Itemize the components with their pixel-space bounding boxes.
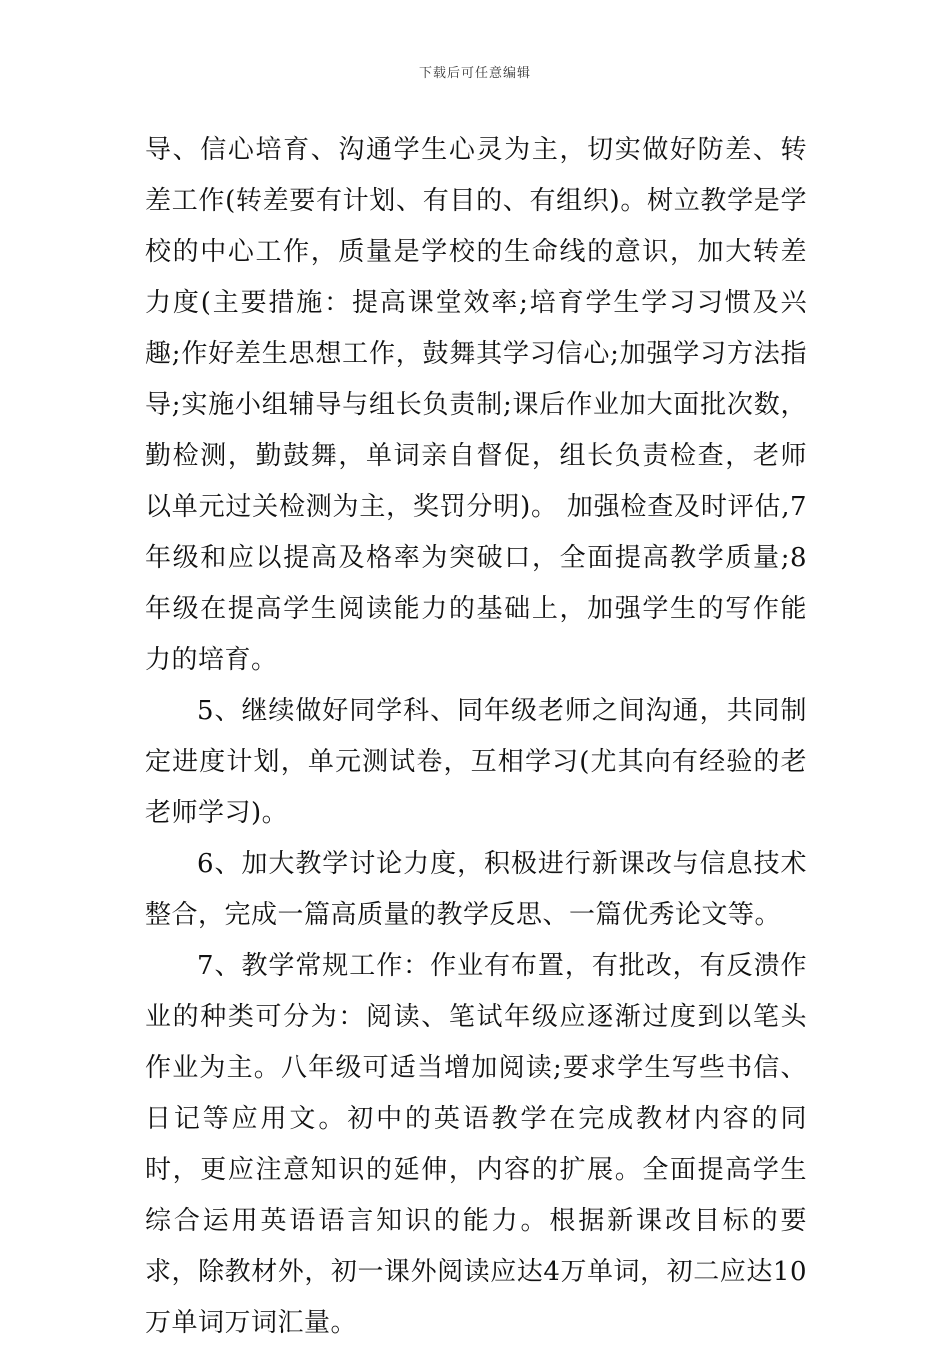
paragraph-1: 导、信心培育、沟通学生心灵为主，切实做好防差、转差工作(转差要有计划、有目的、有组织)。树立教学是学校的中心工作，质量是学校的生命线的意识，加大转差力度(主要措施：提高课堂效率;培育学生学习习惯及兴趣;作好差生思想工作，鼓舞其学习信心;加强学习方法指导;实施小组辅导与组长负责制;课后作业加大面批次数，勤检测，勤鼓舞，单词亲自督促，组长负责检查，老师以单元过关检测为主，奖罚分明)。 加强检查及时评估,7年级和应以提高及格率为突破口，全面提高教学质量;8年级在提高学生阅读能力的基础上，加强学生的写作能力的培育。 (145, 135, 807, 675)
paragraph-3: 6、加大教学讨论力度，积极进行新课改与信息技术整合，完成一篇高质量的教学反思、一篇优秀论文等。 (145, 849, 807, 930)
paragraph-4: 7、教学常规工作：作业有布置，有批改，有反溃作业的种类可分为：阅读、笔试年级应逐渐过度到以笔头作业为主。八年级可适当增加阅读;要求学生写些书信、日记等应用文。初中的英语教学在完成教材内容的同时，更应注意知识的延伸，内容的扩展。全面提高学生综合运用英语语言知识的能力。根据新课改目标的要求，除教材外，初一课外阅读应达4万单词，初二应达10万单词万词汇量。 (145, 951, 807, 1338)
document-body (145, 125, 807, 1349)
header-note: 下载后可任意编辑 (418, 66, 531, 81)
paragraph-2: 5、继续做好同学科、同年级老师之间沟通，共同制定进度计划，单元测试卷，互相学习(尤其向有经验的老老师学习)。 (145, 696, 807, 828)
